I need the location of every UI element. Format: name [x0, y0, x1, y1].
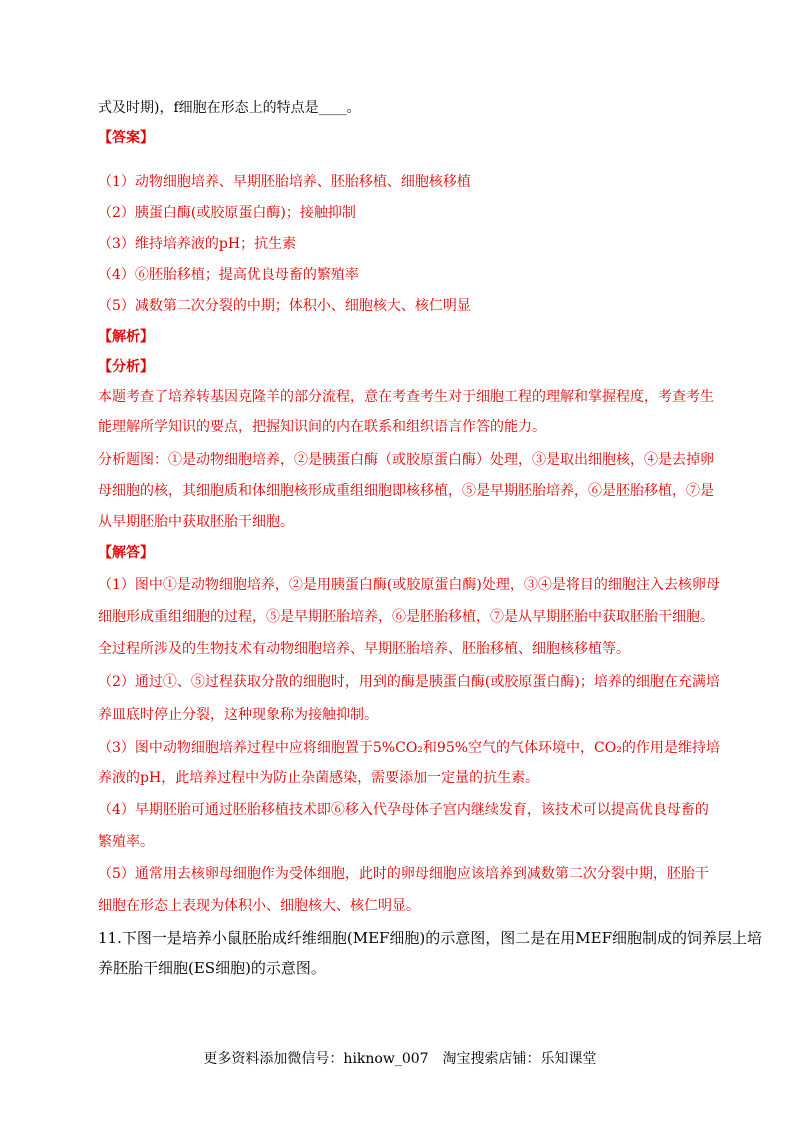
jieda-line-6: （3）图中动物细胞培养过程中应将细胞置于5%CO₂和95%空气的气体环境中，CO₂的作用是维持培: [98, 740, 720, 756]
jieda-line-5: 养皿底时停止分裂，这种现象称为接触抑制。: [98, 707, 378, 723]
jieda-line-4: （2）通过①、⑤过程获取分散的细胞时，用到的酶是胰蛋白酶(或胶原蛋白酶)；培养的细胞在充满培: [98, 674, 720, 690]
answer-2: （2）胰蛋白酶(或胶原蛋白酶)；接触抑制: [98, 205, 356, 221]
jieda-label: 【解答】: [98, 545, 154, 561]
jieda-line-7: 养液的pH，此培养过程中为防止杂菌感染，需要添加一定量的抗生素。: [98, 770, 540, 786]
answer-label: 【答案】: [98, 130, 154, 146]
top-line: 式及时期)，f细胞在形态上的特点是____。: [98, 100, 361, 116]
answer-5: （5）减数第二次分裂的中期；体积小、细胞核大、核仁明显: [98, 298, 471, 314]
jieda-line-2: 细胞形成重组细胞的过程，⑤是早期胚胎培养，⑥是胚胎移植，⑦是从早期胚胎中获取胚胎干细胞。: [98, 609, 714, 625]
fenxi-line-2: 能理解所学知识的要点，把握知识间的内在联系和组织语言作答的能力。: [98, 419, 546, 435]
fenxi-line-3: 分析题图：①是动物细胞培养，②是胰蛋白酶（或胶原蛋白酶）处理，③是取出细胞核，④是去掉卵: [98, 452, 714, 468]
page-footer: 更多资料添加微信号：hiknow_007 淘宝搜索店铺：乐知课堂: [203, 1051, 597, 1067]
answer-1: （1）动物细胞培养、早期胚胎培养、胚胎移植、细胞核移植: [98, 174, 471, 190]
question-11-line-1: 11.下图一是培养小鼠胚胎成纤维细胞(MEF细胞)的示意图，图二是在用MEF细胞制成的饲养层上培: [98, 929, 762, 947]
jieda-line-9: 繁殖率。: [98, 834, 154, 850]
jieda-line-11: 细胞在形态上表现为体积小、细胞核大、核仁明显。: [98, 898, 420, 914]
jieda-line-10: （5）通常用去核卵母细胞作为受体细胞，此时的卵母细胞应该培养到减数第二次分裂中期，胚胎干: [98, 866, 709, 882]
fenxi-line-1: 本题考查了培养转基因克隆羊的部分流程，意在考查考生对于细胞工程的理解和掌握程度，考查考生: [98, 389, 714, 405]
answer-3: （3）维持培养液的pH；抗生素: [98, 236, 297, 252]
jieda-line-1: （1）图中①是动物细胞培养，②是用胰蛋白酶(或胶原蛋白酶)处理，③④是将目的细胞注入去核卵母: [98, 577, 720, 593]
jieda-line-8: （4）早期胚胎可通过胚胎移植技术即⑥移入代孕母体子宫内继续发育，该技术可以提高优良母畜的: [98, 802, 709, 818]
jieda-line-3: 全过程所涉及的生物技术有动物细胞培养、早期胚胎培养、胚胎移植、细胞核移植等。: [98, 641, 630, 657]
fenxi-label: 【分析】: [98, 359, 154, 375]
question-11-line-2: 养胚胎干细胞(ES细胞)的示意图。: [98, 959, 326, 977]
analysis-label: 【解析】: [98, 329, 154, 345]
fenxi-line-5: 从早期胚胎中获取胚胎干细胞。: [98, 514, 294, 530]
answer-4: （4）⑥胚胎移植；提高优良母畜的繁殖率: [98, 267, 359, 283]
fenxi-line-4: 母细胞的核，其细胞质和体细胞核形成重组细胞即核移植，⑤是早期胚胎培养，⑥是胚胎移植，⑦是: [98, 483, 714, 499]
